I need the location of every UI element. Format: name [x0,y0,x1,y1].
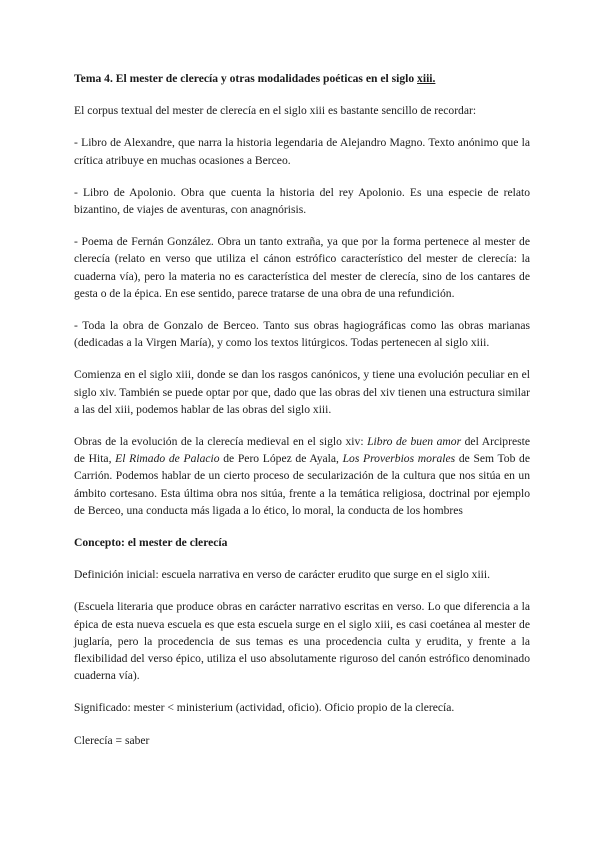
clerecia-paragraph: Clerecía = saber [74,733,150,747]
work-title-buen-amor: Libro de buen amor [367,435,462,449]
significado-paragraph: Significado: mester < ministerium (actividad, oficio). Oficio propio de la clerecía. [74,701,455,715]
list-item: - Libro de Alexandre, que narra la historia legendaria de Alejandro Magno. Texto anónimo que la crítica atribuye en muchas ocasiones a Berceo. [74,136,530,167]
evolucion-text-1: Obras de la evolución de la clerecía medieval en el siglo xiv: [74,435,368,449]
work-title-proverbios: Los Proverbios morales [342,452,456,466]
evolucion-text-2: del Arcipreste de Hita, [74,435,530,466]
comienza-paragraph: Comienza en el siglo xiii, donde se dan los rasgos canónicos, y tiene una evolución peculiar en el siglo xiv. También se puede optar por que, dado que las obras del xiv tienen una estructura similar a las del xiii, podemos hablar de las obras del siglo xiii. [74,368,530,416]
list-item: - Libro de Apolonio. Obra que cuenta la historia del rey Apolonio. Es una especie de relato bizantino, de viajes de aventuras, con anagnórisis. [74,185,530,217]
intro-paragraph: El corpus textual del mester de clerecía en el siglo xiii es bastante sencillo de recordar: [74,104,477,118]
document-title [74,70,530,87]
list-item: - Poema de Fernán González. Obra un tanto extraña, ya que por la forma pertenece al mester de clerecía (relato en verso que utiliza el cánon estrófico característico del mester de clerecía: la cuaderna vía), pero la materia no es característica del mester de clerecía, sino de los cantares de gesta o de la épica. En ese sentido, parece tratarse de una obra de una refundición. [74,235,530,300]
title-main: Tema 4. El mester de clerecía y otras modalidades poéticas en el siglo [74,72,418,85]
document-page [74,70,530,764]
work-title-rimado: El Rimado de Palacio [115,452,220,466]
concepto-heading: Concepto: el mester de clerecía [74,536,228,550]
title-tail: xiii. [417,72,436,85]
evolucion-text-3: de Pero López de Ayala, [219,452,343,466]
list-item: - Toda la obra de Gonzalo de Berceo. Tanto sus obras hagiográficas como las obras marianas (dedicadas a la Virgen María), y como los textos litúrgicos. Todas pertenecen al siglo xiii. [74,319,530,350]
definicion-paragraph: Definición inicial: escuela narrativa en verso de carácter erudito que surge en el siglo xiii. [74,568,491,582]
escuela-paragraph: (Escuela literaria que produce obras en carácter narrativo escritas en verso. Lo que diferencia a la épica de esta nueva escuela es que esta escuela surge en el siglo xiii, es casi coetánea al mester de juglaría, pero la procedencia de sus temas es una procedencia culta y erudita, y frente a la flexibilidad del verso épico, utiliza el uso absolutamente riguroso del canón estrófico denominado cuaderna vía). [74,600,530,683]
evolucion-text-4: de Sem Tob de Carrión. Podemos hablar de un cierto proceso de secularización de la cultura que nos sitúa en un ámbito cortesano. Esta última obra nos sitúa, frente a la temática religiosa, doctrinal por ejemplo de Berceo, una conducta más ligada a lo ético, lo moral, la conducta de los hombres [74,452,531,517]
evolucion-paragraph [74,433,530,519]
